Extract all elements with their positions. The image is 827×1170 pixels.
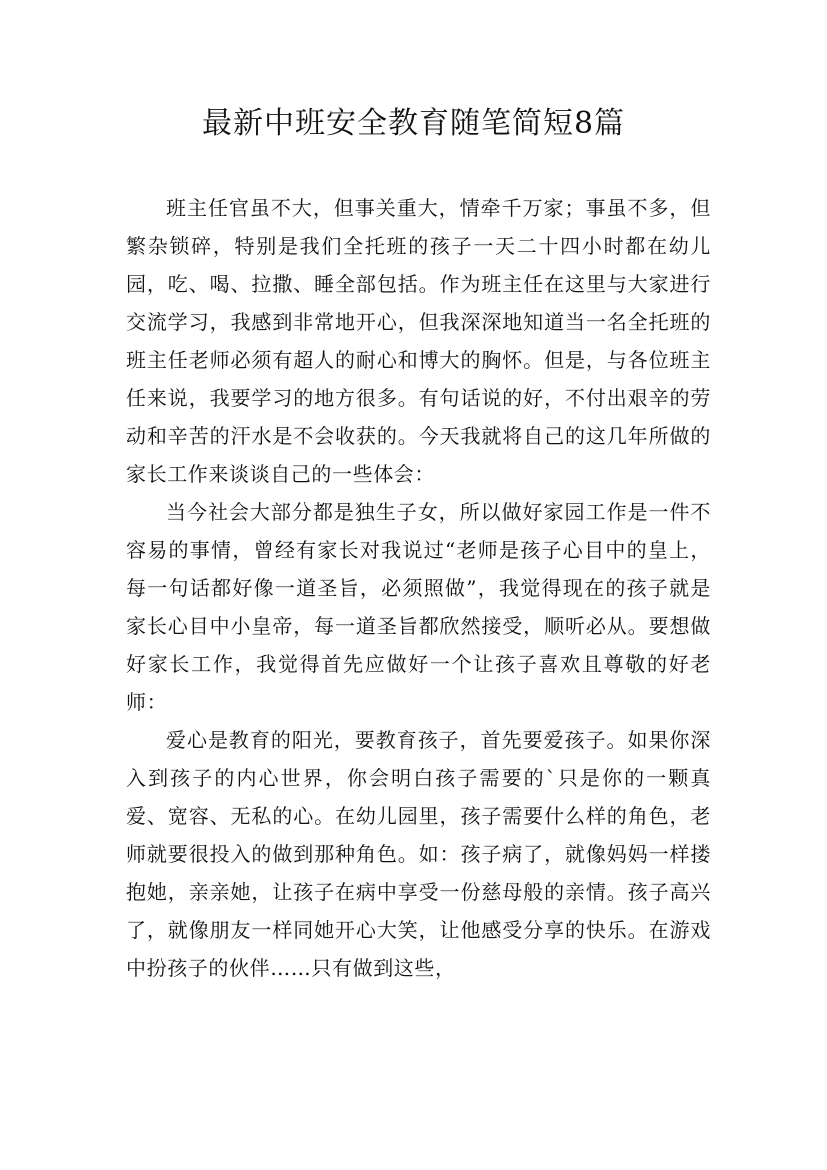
paragraph-1: 班主任官虽不大，但事关重大，情牵千万家；事虽不多，但繁杂锁碎，特别是我们全托班的孩子一天二十四小时都在幼儿园，吃、喝、拉撒、睡全部包括。作为班主任在这里与大家进行交流学习，我感到非常地开心，但我深深地知道当一名全托班的班主任老师必须有超人的耐心和博大的胸怀。但是，与各位班主任来说，我要学习的地方很多。有句话说的好，不付出艰辛的劳动和辛苦的汗水是不会收获的。今天我就将自己的这几年所做的家长工作来谈谈自己的一些体会：: [126, 196, 711, 486]
document-title: 最新中班安全教育随笔简短8篇: [201, 106, 626, 141]
paragraph-3: 爱心是教育的阳光，要教育孩子，首先要爱孩子。如果你深入到孩子的内心世界，你会明白孩子需要的`只是你的一颗真爱、宽容、无私的心。在幼儿园里，孩子需要什么样的角色，老师就要很投入的做到那种角色。如：孩子病了，就像妈妈一样搂抱她，亲亲她，让孩子在病中享受一份慈母般的亲情。孩子高兴了，就像朋友一样同她开心大笑，让他感受分享的快乐。在游戏中扮孩子的伙伴……只有做到这些，: [126, 728, 711, 980]
paragraph-2: 当今社会大部分都是独生子女，所以做好家园工作是一件不容易的事情，曾经有家长对我说过“老师是孩子心目中的皇上，每一句话都好像一道圣旨，必须照做”，我觉得现在的孩子就是家长心目中小皇帝，每一道圣旨都欣然接受，顺听必从。要想做好家长工作，我觉得首先应做好一个让孩子喜欢且尊敬的好老师：: [126, 500, 711, 714]
document-body: [126, 189, 711, 987]
